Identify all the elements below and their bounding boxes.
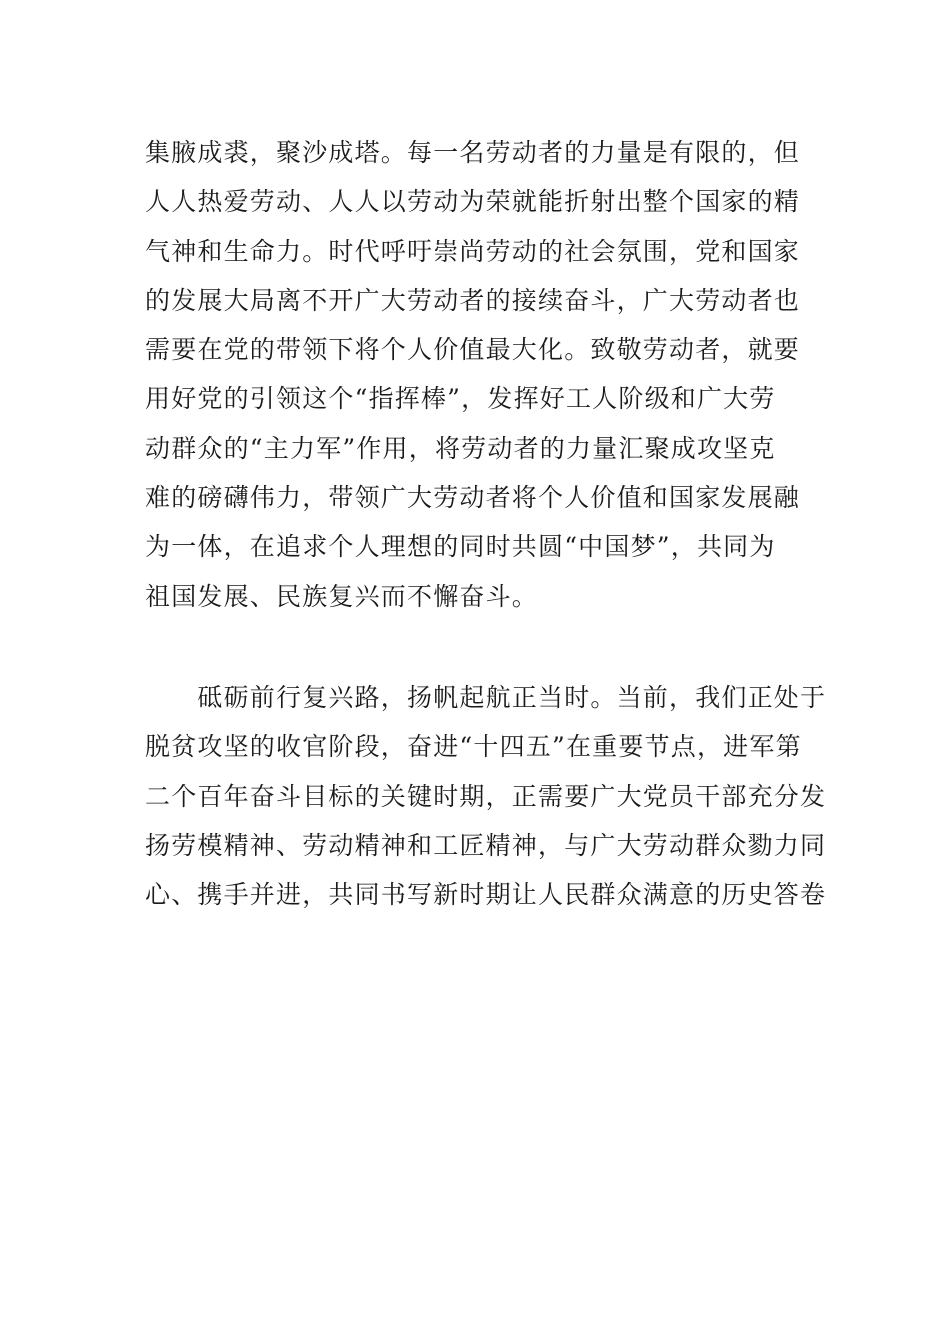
text-line: 的发展大局离不开广大劳动者的接续奋斗，广大劳动者也 — [145, 285, 801, 315]
text-line: 需要在党的带领下将个人价值最大化。致敬劳动者，就要 — [145, 335, 801, 365]
paragraph-1 — [145, 128, 810, 621]
text-line: 扬劳模精神、劳动精神和工匠精神，与广大劳动群众勠力同 — [145, 830, 827, 860]
text-line: 用好党的引领这个“指挥棒”，发挥好工人阶级和广大劳 — [145, 384, 776, 414]
text-line: 祖国发展、民族复兴而不懈奋斗。 — [145, 581, 539, 611]
text-line: 集腋成裘，聚沙成塔。每一名劳动者的力量是有限的，但 — [145, 138, 801, 167]
text-line: 砥砺前行复兴路，扬帆起航正当时。当前，我们正处于 — [145, 683, 827, 712]
text-line: 心、携手并进，共同书写新时期让人民群众满意的历史答卷 — [145, 880, 827, 910]
text-line: 气神和生命力。时代呼吁崇尚劳动的社会氛围，党和国家 — [145, 236, 801, 266]
paragraph-2 — [145, 673, 827, 919]
text-line: 人人热爱劳动、人人以劳动为荣就能折射出整个国家的精 — [145, 187, 801, 217]
text-line: 二个百年奋斗目标的关键时期，正需要广大党员干部充分发 — [145, 781, 827, 811]
text-line: 为一体，在追求个人理想的同时共圆“中国梦”，共同为 — [145, 532, 776, 562]
text-line: 脱贫攻坚的收官阶段，奋进“十四五”在重要节点，进军第 — [145, 732, 802, 762]
text-line: 难的磅礴伟力，带领广大劳动者将个人价值和国家发展融 — [145, 483, 801, 513]
text-line: 动群众的“主力军”作用，将劳动者的力量汇聚成攻坚克 — [145, 433, 776, 463]
